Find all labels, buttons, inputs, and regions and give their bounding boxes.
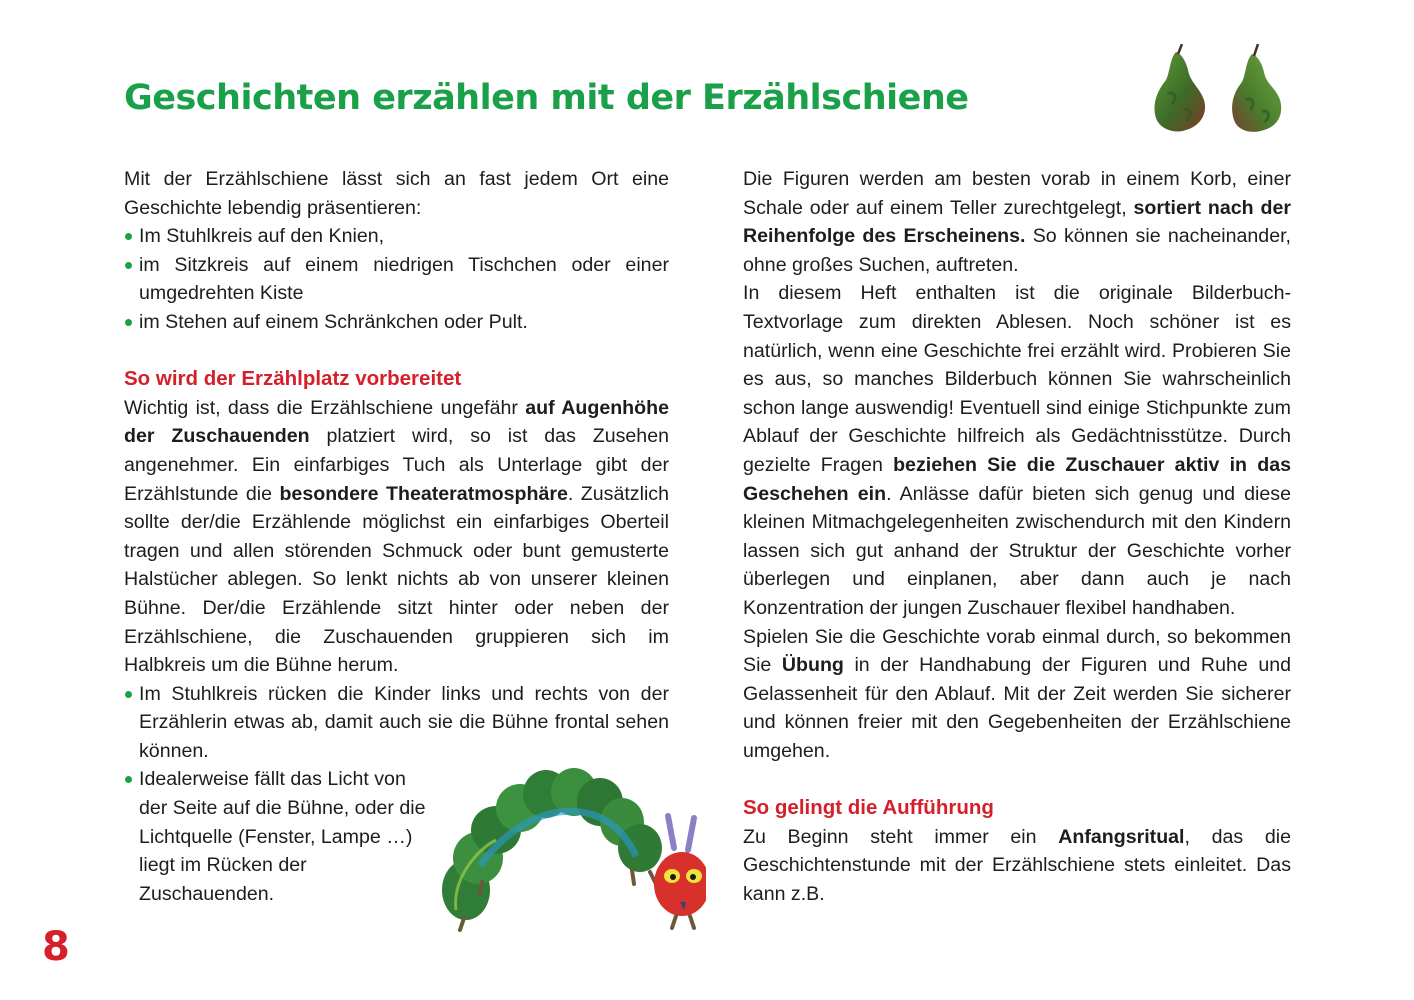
caterpillar-illustration: [436, 760, 706, 940]
page-number: 8: [42, 924, 70, 970]
right-column: [743, 165, 1291, 908]
ritual-paragraph: Zu Beginn steht immer ein Anfangsritual, das die Geschichtenstunde mit der Erzählschiene stets einleitet. Das kann z.B.: [743, 825, 1291, 905]
caterpillar-body: [442, 768, 662, 920]
location-list: [124, 222, 669, 336]
preparation-paragraph: Wichtig ist, dass die Erzählschiene ungefähr auf Augenhöhe der Zuschauenden platziert wird, so ist das Zusehen angenehmer. Ein einfarbiges Tuch als Unterlage gibt der Erzählstunde die besondere Theateratmosphäre. Zusätzlich sollte der/die Erzählende möglichst ein einfarbiges Oberteil tragen und allen störenden Schmuck oder bunt gemusterte Halstücher ablegen. So lenkt nichts ab von unserer kleinen Bühne. Der/die Erzählende sitzt hinter oder neben der Erzählschiene, die Zuschauenden gruppieren sich im Halbkreis um die Bühne herum.: [124, 396, 669, 677]
pear-right: [1232, 44, 1281, 132]
figures-paragraph: Die Figuren werden am besten vorab in einem Korb, einer Schale oder auf einem Teller zurechtgelegt, sortiert nach der Reihenfolge des Erscheinens. So können sie nacheinander, ohne großes Suchen, auftreten.: [743, 168, 1291, 276]
rehearsal-paragraph: Spielen Sie die Geschichte vorab einmal durch, so bekommen Sie Übung in der Handhabung der Figuren und Ruhe und Gelassenheit für den Ablauf. Mit der Zeit werden Sie sicherer und können freier mit den Gegebenheiten der Erzählschiene umgehen.: [743, 625, 1292, 762]
page-title: Geschichten erzählen mit der Erzählschiene: [124, 78, 969, 118]
section-heading-auffuehrung: So gelingt die Aufführung: [743, 796, 994, 820]
list-item: im Sitzkreis auf einem niedrigen Tischchen oder einer umgedrehten Kiste: [124, 251, 669, 308]
list-item: Idealerweise fällt das Licht von der Seite auf die Bühne, oder die Lichtquelle (Fenster, Lampe …) liegt im Rücken der Zuschauenden.: [124, 765, 439, 908]
pears-illustration: [1148, 44, 1296, 136]
caterpillar-head: [654, 816, 706, 928]
storytelling-paragraph: In diesem Heft enthalten ist die originale Bilderbuch-Textvorlage zum direkten Ablesen. Noch schöner ist es natürlich, wenn eine Geschichte frei erzählt wird. Probieren Sie es aus, so manches Bilderbuch können Sie wahrscheinlich schon lange auswendig! Eventuell sind einige Stichpunkte zum Ablauf der Geschichte hilfreich als Gedächtnisstütze. Durch gezielte Fragen beziehen Sie die Zuschauer aktiv in das Geschehen ein. Anlässe dafür bieten sich genug und diese kleinen Mitmachgelegenheiten zwischendurch mit den Kindern lassen sich gut anhand der Struktur der Geschichte vorher überlegen und einplanen, aber dann auch je nach Konzentration der jungen Zuschauer flexibel handhaben.: [743, 282, 1291, 619]
intro-paragraph: Mit der Erzählschiene lässt sich an fast jedem Ort eine Geschichte lebendig präsentieren:: [124, 168, 669, 219]
list-item: im Stehen auf einem Schränkchen oder Pult.: [124, 308, 669, 337]
section-heading-vorbereitung: So wird der Erzählplatz vorbereitet: [124, 367, 462, 391]
list-item: Im Stuhlkreis rücken die Kinder links und rechts von der Erzählerin etwas ab, damit auch sie die Bühne frontal sehen können.: [124, 680, 669, 766]
list-item: Im Stuhlkreis auf den Knien,: [124, 222, 669, 251]
pear-left: [1154, 44, 1205, 132]
